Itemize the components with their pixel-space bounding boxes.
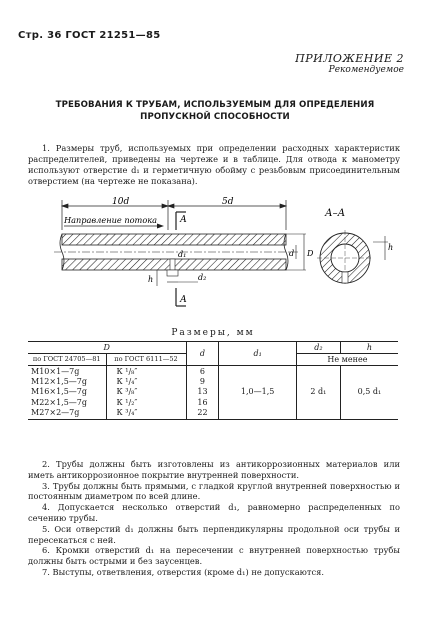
section-aa-label: А–А (325, 208, 346, 219)
table-cell: 9 (199, 377, 205, 387)
col-h: 0,5 d₁ (340, 366, 398, 420)
table-cell: К ³/₈″ (116, 387, 138, 397)
col-d2: 2 d₁ (296, 366, 340, 420)
col-d (186, 366, 219, 420)
section-title-line-2: ПРОПУСКНОЙ СПОСОБНОСТИ (140, 112, 290, 122)
th-D: D (28, 342, 186, 354)
table-cell: К ¹/₈″ (116, 367, 138, 376)
section-title-line-1: ТРЕБОВАНИЯ К ТРУБАМ, ИСПОЛЬЗУЕМЫМ ДЛЯ ОПРЕДЕЛЕНИЯ (55, 100, 375, 110)
section-mark-bottom: А (180, 295, 187, 305)
note-5: 5. Оси отверстий d₁ должны быть перпендикулярны продольной оси трубы и пересекаться с ней. (28, 523, 400, 545)
th-d: d (186, 342, 219, 366)
appendix-subtitle: Рекомендуемое (328, 65, 404, 75)
table-cell: M10×1—7g (31, 367, 80, 376)
label-d2: d₂ (198, 273, 207, 282)
table-cell: M27×2—7g (31, 407, 80, 417)
section-aa-view (317, 230, 393, 286)
th-gost-6111: по ГОСТ 6111—52 (106, 354, 186, 366)
note-3: 3. Трубы должны быть прямыми, с гладкой круглой внутренней поверхностью и постоянным диаметром по всей длине. (28, 480, 400, 502)
note-7: 7. Выступы, ответвления, отверстия (кроме d₁) не допускаются. (42, 566, 325, 577)
dimensions-table (28, 341, 398, 420)
label-d1: d₁ (178, 250, 187, 259)
section-title (30, 99, 400, 123)
table-cell: M12×1,5—7g (31, 377, 88, 387)
dim-10d: 10d (112, 197, 130, 207)
label-h-section: h (388, 243, 394, 252)
label-d: d (289, 249, 295, 258)
flow-direction-label: Направление потока (64, 215, 158, 225)
th-h: h (340, 342, 398, 354)
col-d1: 1,0—1,5 (219, 366, 296, 420)
th-gost-24705: по ГОСТ 24705—81 (32, 355, 101, 363)
pipe-wall-top (62, 234, 286, 245)
table-cell: К ³/₄″ (116, 407, 138, 417)
label-h: h (148, 275, 154, 284)
pipe-drawing (40, 196, 410, 316)
col-gost-6111 (106, 366, 186, 420)
dim-5d: 5d (222, 197, 234, 207)
col-gost-24705 (28, 366, 106, 420)
paragraph-1: 1. Размеры труб, используемых при определении расходных характеристик распределителей, приведены на чертеже и в таблице. Для отвода к манометру используют отверстие d₁ и герметичную обойму с резьбовым присоединительным отверстием (на чертеже не показана). (28, 143, 400, 186)
table-cell: M16×1,5—7g (31, 387, 88, 397)
sizes-caption: Размеры, мм (171, 328, 255, 338)
note-4: 4. Допускается несколько отверстий d₁, равномерно распределенных по сечению трубы. (28, 502, 400, 523)
th-d1: d₁ (219, 342, 296, 366)
table-cell: 22 (197, 407, 208, 417)
section-mark-top: А (180, 215, 187, 225)
table-cell: 13 (197, 387, 208, 397)
note-2: 2. Трубы должны быть изготовлены из антикоррозионных материалов или иметь антикоррозионное покрытие внутренней поверхности. (28, 459, 400, 480)
label-D: D (307, 249, 314, 258)
notes-list (28, 459, 400, 578)
hole-d1 (170, 259, 175, 270)
th-not-less: Не менее (296, 354, 398, 366)
table-cell: M22×1,5—7g (31, 397, 88, 407)
table-cell: К ¹/₄″ (116, 377, 138, 387)
appendix-label (295, 52, 404, 75)
table-cell: 6 (199, 367, 205, 376)
note-6: 6. Кромки отверстий d₁ на пересечении с внутренней поверхностью трубы должны быть острыми и без заусенцев. (28, 545, 400, 567)
table-cell: 16 (197, 397, 208, 407)
th-d2: d₂ (296, 342, 340, 354)
page-header: Стр. 36 ГОСТ 21251—85 (18, 30, 161, 41)
table-cell: К ¹/₂″ (116, 397, 138, 407)
appendix-title: ПРИЛОЖЕНИЕ 2 (295, 52, 404, 65)
